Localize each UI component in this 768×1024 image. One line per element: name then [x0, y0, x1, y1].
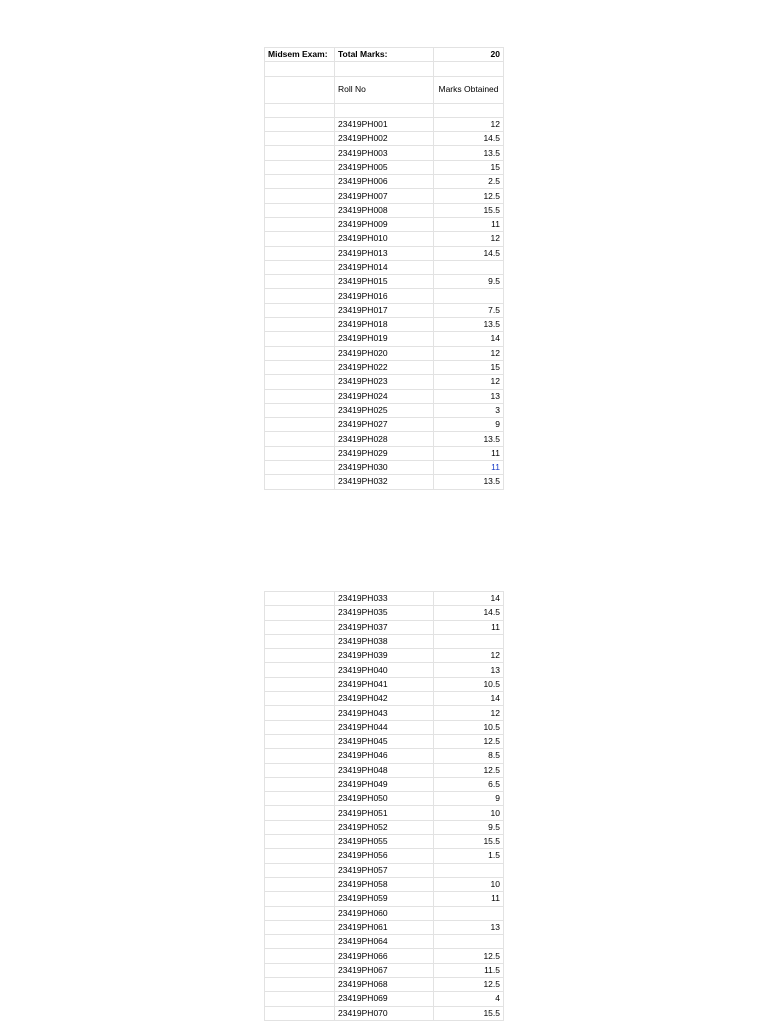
marks-cell: 14 — [434, 592, 504, 606]
table-row — [265, 620, 504, 634]
roll-no-cell: 23419PH023 — [335, 375, 434, 389]
roll-no-cell: 23419PH005 — [335, 160, 434, 174]
roll-no-header: Roll No — [335, 76, 434, 103]
roll-no-cell: 23419PH014 — [335, 260, 434, 274]
total-marks-label: Total Marks: — [335, 48, 434, 62]
table-row — [265, 461, 504, 475]
marks-cell: 13.5 — [434, 432, 504, 446]
roll-no-cell: 23419PH003 — [335, 146, 434, 160]
table-row — [265, 763, 504, 777]
table-row — [265, 906, 504, 920]
marks-obtained-header: Marks Obtained — [434, 76, 504, 103]
roll-no-cell: 23419PH008 — [335, 203, 434, 217]
roll-no-cell: 23419PH025 — [335, 403, 434, 417]
table-row — [265, 189, 504, 203]
table-row — [265, 792, 504, 806]
marks-cell: 12.5 — [434, 189, 504, 203]
marks-cell: 10 — [434, 877, 504, 891]
table-row — [265, 132, 504, 146]
exam-label: Midsem Exam: — [265, 48, 335, 62]
roll-no-cell: 23419PH052 — [335, 820, 434, 834]
roll-no-cell: 23419PH018 — [335, 318, 434, 332]
marks-cell: 1.5 — [434, 849, 504, 863]
roll-no-cell: 23419PH019 — [335, 332, 434, 346]
marks-cell: 12 — [434, 706, 504, 720]
table-row — [265, 217, 504, 231]
table-row — [265, 777, 504, 791]
marks-cell: 4 — [434, 992, 504, 1006]
marks-sheet-page-1 — [264, 47, 504, 490]
table-row — [265, 146, 504, 160]
marks-cell: 9.5 — [434, 820, 504, 834]
marks-cell: 11 — [434, 461, 504, 475]
table-row — [265, 303, 504, 317]
roll-no-cell: 23419PH068 — [335, 978, 434, 992]
roll-no-cell: 23419PH057 — [335, 863, 434, 877]
roll-no-cell: 23419PH030 — [335, 461, 434, 475]
roll-no-cell: 23419PH051 — [335, 806, 434, 820]
roll-no-cell: 23419PH056 — [335, 849, 434, 863]
marks-cell: 9 — [434, 418, 504, 432]
marks-cell — [434, 289, 504, 303]
table-row — [265, 260, 504, 274]
roll-no-cell: 23419PH017 — [335, 303, 434, 317]
roll-no-cell: 23419PH027 — [335, 418, 434, 432]
spacer-row — [265, 103, 504, 117]
roll-no-cell: 23419PH015 — [335, 275, 434, 289]
table-row — [265, 289, 504, 303]
marks-cell: 11.5 — [434, 963, 504, 977]
roll-no-cell: 23419PH058 — [335, 877, 434, 891]
roll-no-cell: 23419PH010 — [335, 232, 434, 246]
roll-no-cell: 23419PH041 — [335, 677, 434, 691]
roll-no-cell: 23419PH037 — [335, 620, 434, 634]
roll-no-cell: 23419PH069 — [335, 992, 434, 1006]
marks-cell: 15 — [434, 160, 504, 174]
table-row — [265, 692, 504, 706]
table-row — [265, 849, 504, 863]
roll-no-cell: 23419PH022 — [335, 360, 434, 374]
roll-no-cell: 23419PH009 — [335, 217, 434, 231]
table-row — [265, 734, 504, 748]
table-row — [265, 403, 504, 417]
marks-cell: 15.5 — [434, 203, 504, 217]
table-row — [265, 117, 504, 131]
marks-cell: 12.5 — [434, 763, 504, 777]
table-row — [265, 749, 504, 763]
table-row — [265, 203, 504, 217]
table-row — [265, 275, 504, 289]
marks-cell: 12 — [434, 649, 504, 663]
marks-cell: 10.5 — [434, 720, 504, 734]
marks-cell: 12 — [434, 375, 504, 389]
table-row — [265, 677, 504, 691]
marks-cell: 11 — [434, 217, 504, 231]
table-row — [265, 949, 504, 963]
roll-no-cell: 23419PH048 — [335, 763, 434, 777]
marks-cell: 13.5 — [434, 475, 504, 489]
table-row — [265, 663, 504, 677]
marks-cell: 14.5 — [434, 246, 504, 260]
marks-cell: 12 — [434, 346, 504, 360]
roll-no-cell: 23419PH039 — [335, 649, 434, 663]
marks-cell — [434, 260, 504, 274]
total-marks-value: 20 — [434, 48, 504, 62]
marks-cell: 15.5 — [434, 835, 504, 849]
marks-cell: 13 — [434, 920, 504, 934]
marks-cell: 3 — [434, 403, 504, 417]
roll-no-cell: 23419PH040 — [335, 663, 434, 677]
roll-no-cell: 23419PH045 — [335, 734, 434, 748]
table-row — [265, 606, 504, 620]
table-row — [265, 475, 504, 489]
marks-cell: 12.5 — [434, 978, 504, 992]
marks-cell: 13.5 — [434, 146, 504, 160]
marks-cell: 12.5 — [434, 734, 504, 748]
marks-cell: 15 — [434, 360, 504, 374]
table-row — [265, 246, 504, 260]
roll-no-cell: 23419PH044 — [335, 720, 434, 734]
table-row — [265, 175, 504, 189]
table-row — [265, 892, 504, 906]
spacer-row — [265, 62, 504, 76]
table-row — [265, 920, 504, 934]
roll-no-cell: 23419PH038 — [335, 634, 434, 648]
marks-cell: 10 — [434, 806, 504, 820]
table-row — [265, 318, 504, 332]
roll-no-cell: 23419PH007 — [335, 189, 434, 203]
table-row — [265, 375, 504, 389]
marks-cell — [434, 863, 504, 877]
table-row — [265, 160, 504, 174]
table-row — [265, 877, 504, 891]
table-row — [265, 332, 504, 346]
roll-no-cell: 23419PH033 — [335, 592, 434, 606]
marks-cell: 7.5 — [434, 303, 504, 317]
table-row — [265, 446, 504, 460]
roll-no-cell: 23419PH046 — [335, 749, 434, 763]
roll-no-cell: 23419PH043 — [335, 706, 434, 720]
table-row — [265, 360, 504, 374]
roll-no-cell: 23419PH070 — [335, 1006, 434, 1020]
table-row — [265, 720, 504, 734]
column-header-row — [265, 76, 504, 103]
roll-no-cell: 23419PH028 — [335, 432, 434, 446]
roll-no-cell: 23419PH016 — [335, 289, 434, 303]
marks-cell: 14.5 — [434, 132, 504, 146]
table-row — [265, 418, 504, 432]
roll-no-cell: 23419PH066 — [335, 949, 434, 963]
marks-cell: 13 — [434, 389, 504, 403]
roll-no-cell: 23419PH064 — [335, 935, 434, 949]
table-row — [265, 389, 504, 403]
marks-cell: 13.5 — [434, 318, 504, 332]
roll-no-cell: 23419PH006 — [335, 175, 434, 189]
roll-no-cell: 23419PH020 — [335, 346, 434, 360]
table-row — [265, 978, 504, 992]
roll-no-cell: 23419PH029 — [335, 446, 434, 460]
table-row — [265, 935, 504, 949]
marks-cell — [434, 634, 504, 648]
table-row — [265, 863, 504, 877]
marks-cell: 11 — [434, 892, 504, 906]
marks-cell: 10.5 — [434, 677, 504, 691]
marks-cell: 8.5 — [434, 749, 504, 763]
roll-no-cell: 23419PH050 — [335, 792, 434, 806]
roll-no-cell: 23419PH032 — [335, 475, 434, 489]
table-row — [265, 432, 504, 446]
roll-no-cell: 23419PH001 — [335, 117, 434, 131]
marks-sheet-page-2 — [264, 591, 504, 1021]
marks-cell: 15.5 — [434, 1006, 504, 1020]
table-row — [265, 649, 504, 663]
roll-no-cell: 23419PH042 — [335, 692, 434, 706]
marks-cell — [434, 906, 504, 920]
table-row — [265, 634, 504, 648]
roll-no-cell: 23419PH035 — [335, 606, 434, 620]
marks-cell: 9.5 — [434, 275, 504, 289]
roll-no-cell: 23419PH060 — [335, 906, 434, 920]
roll-no-cell: 23419PH059 — [335, 892, 434, 906]
table-row — [265, 706, 504, 720]
marks-cell — [434, 935, 504, 949]
roll-no-cell: 23419PH049 — [335, 777, 434, 791]
marks-cell: 6.5 — [434, 777, 504, 791]
roll-no-cell: 23419PH067 — [335, 963, 434, 977]
table-row — [265, 592, 504, 606]
table-row — [265, 992, 504, 1006]
marks-cell: 9 — [434, 792, 504, 806]
marks-cell: 11 — [434, 620, 504, 634]
table-row — [265, 820, 504, 834]
table-row — [265, 1006, 504, 1020]
header-row — [265, 48, 504, 62]
roll-no-cell: 23419PH024 — [335, 389, 434, 403]
marks-cell: 12 — [434, 232, 504, 246]
marks-cell: 2.5 — [434, 175, 504, 189]
marks-cell: 14 — [434, 332, 504, 346]
table-row — [265, 346, 504, 360]
roll-no-cell: 23419PH061 — [335, 920, 434, 934]
marks-cell: 12 — [434, 117, 504, 131]
table-row — [265, 963, 504, 977]
marks-cell: 11 — [434, 446, 504, 460]
table-row — [265, 835, 504, 849]
table-row — [265, 806, 504, 820]
marks-cell: 14 — [434, 692, 504, 706]
roll-no-cell: 23419PH002 — [335, 132, 434, 146]
roll-no-cell: 23419PH055 — [335, 835, 434, 849]
marks-cell: 13 — [434, 663, 504, 677]
marks-cell: 12.5 — [434, 949, 504, 963]
marks-cell: 14.5 — [434, 606, 504, 620]
table-row — [265, 232, 504, 246]
roll-no-cell: 23419PH013 — [335, 246, 434, 260]
